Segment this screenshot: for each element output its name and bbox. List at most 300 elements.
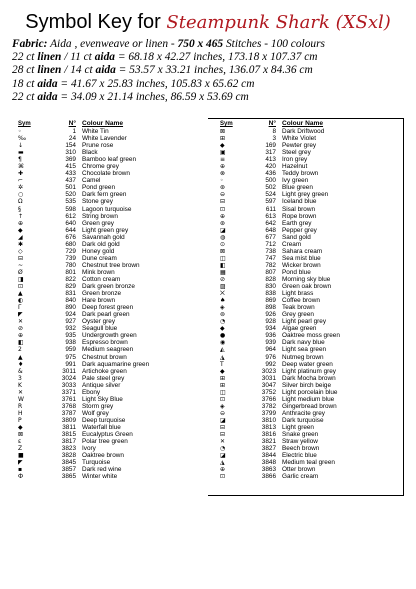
colour-number-cell: 840 xyxy=(65,297,76,305)
symbol-cell: ◮ xyxy=(220,353,225,361)
colour-name-cell: Anthracite grey xyxy=(282,409,325,417)
colour-name-cell: Hazelnut xyxy=(282,163,308,171)
colour-name-cell: Espresso brown xyxy=(82,339,128,347)
colour-name-cell: Dark navy blue xyxy=(282,339,325,347)
colour-number-cell: 935 xyxy=(65,332,76,340)
symbol-cell: ⊞ xyxy=(220,374,226,382)
table-row xyxy=(12,375,212,382)
symbol-cell: T xyxy=(220,360,224,368)
table-row xyxy=(214,403,414,410)
colour-number-cell: 369 xyxy=(65,156,76,164)
table-row xyxy=(214,177,414,184)
colour-number-cell: 3033 xyxy=(61,381,76,389)
table-row xyxy=(12,424,212,431)
symbol-cell: ⌐ xyxy=(18,177,24,185)
colour-name-cell: Medium teal green xyxy=(282,459,335,467)
symbol-cell: ⊕ xyxy=(220,466,226,474)
colour-number-cell: 3866 xyxy=(261,473,276,481)
colour-number-cell: 964 xyxy=(265,346,276,354)
symbol-cell: ◫ xyxy=(220,254,226,262)
symbol-cell: ⊗ xyxy=(220,170,226,178)
symbol-cell: ◪ xyxy=(220,452,226,460)
colour-number-cell: 317 xyxy=(265,149,276,157)
table-row xyxy=(12,156,212,163)
colour-name-cell: Garlic cream xyxy=(282,473,319,481)
colour-name-cell: Eucalyptus Green xyxy=(82,431,133,439)
symbol-cell: P xyxy=(18,416,22,424)
colour-name-cell: Hare brown xyxy=(82,297,116,305)
table-row xyxy=(214,241,414,248)
table-row xyxy=(12,206,212,213)
colour-number-cell: 927 xyxy=(65,318,76,326)
colour-name-cell: Wicker brown xyxy=(282,261,321,269)
colour-name-cell: Straw yellow xyxy=(282,438,318,446)
table-row xyxy=(214,382,414,389)
symbol-cell: ✕ xyxy=(220,438,226,446)
size-fabric: aida xyxy=(37,90,58,103)
colour-number-cell: 520 xyxy=(65,191,76,199)
symbol-cell: ▪ xyxy=(18,466,23,474)
table-row xyxy=(214,149,414,156)
symbol-cell: ✱ xyxy=(18,240,24,248)
size-line-18ct xyxy=(12,78,412,91)
colour-number-cell: 3811 xyxy=(62,423,76,431)
colour-name-cell: Undergrowth green xyxy=(82,332,137,340)
colour-name-cell: Sea mist blue xyxy=(282,254,321,262)
table-row xyxy=(214,163,414,170)
table-row xyxy=(12,396,212,403)
size-dimensions: = 68.18 x 42.27 inches, 173.18 x 107.37 cm xyxy=(114,51,318,64)
symbol-cell: ⊘ xyxy=(18,325,24,333)
symbol-cell: ⊖ xyxy=(220,409,226,417)
colour-number-cell: 738 xyxy=(265,247,276,255)
colour-name-cell: Dark Driftwood xyxy=(282,128,325,135)
page-title xyxy=(0,10,416,35)
colour-name-cell: Light green xyxy=(282,423,314,431)
symbol-cell: ⊛ xyxy=(220,219,226,227)
colour-name-cell: Light brass xyxy=(282,290,314,298)
symbol-cell: ⊖ xyxy=(220,191,226,199)
colour-number-cell: 3371 xyxy=(61,388,76,396)
colour-number-cell: 780 xyxy=(65,261,76,269)
symbol-cell: R xyxy=(18,402,23,410)
symbol-cell: ◦ xyxy=(220,177,224,185)
table-row xyxy=(12,304,212,311)
colour-name-cell: White Violet xyxy=(282,135,316,143)
colour-name-cell: Oaktree brown xyxy=(82,452,124,460)
symbol-cell: 2 xyxy=(18,346,22,354)
colour-name-cell: Dark green bronze xyxy=(82,283,135,291)
colour-number-cell: 782 xyxy=(265,261,276,269)
symbol-table-left xyxy=(12,120,212,480)
colour-number-cell: 3782 xyxy=(261,402,276,410)
symbol-cell: ~ xyxy=(18,261,24,269)
colour-number-cell: 3047 xyxy=(261,381,276,389)
colour-number-cell: 829 xyxy=(65,283,76,291)
colour-name-cell: Light platinum grey xyxy=(282,367,336,375)
colour-name-cell: Chocolate brown xyxy=(82,170,130,178)
symbol-cell: H xyxy=(18,409,23,417)
colour-name-cell: Teak brown xyxy=(282,304,315,312)
table-row xyxy=(214,184,414,191)
colour-number-cell: 890 xyxy=(65,304,76,312)
symbol-cell: ◈ xyxy=(220,402,225,410)
table-row xyxy=(214,459,414,466)
colour-name-cell: Lagoon turquoise xyxy=(82,205,132,213)
colour-number-cell: 934 xyxy=(265,325,276,333)
header-colour-name: Colour Name xyxy=(282,120,324,127)
symbol-cell: ⊟ xyxy=(220,431,226,439)
colour-name-cell: Steel grey xyxy=(282,149,311,157)
colour-number-cell: 992 xyxy=(265,360,276,368)
colour-name-cell: Sand gold xyxy=(282,233,311,241)
table-row xyxy=(214,396,414,403)
colour-number-cell: 975 xyxy=(65,353,76,361)
symbol-cell: ◫ xyxy=(220,388,226,396)
colour-name-cell: Snake green xyxy=(282,431,319,439)
table-row xyxy=(12,213,212,220)
symbol-cell: ◔ xyxy=(220,445,226,453)
colour-name-cell: Dark Mocha brown xyxy=(282,374,336,382)
colour-number-cell: 3768 xyxy=(61,402,76,410)
colour-name-cell: Savannah gold xyxy=(82,233,125,241)
symbol-cell: ◉ xyxy=(220,339,226,347)
colour-number-cell: 3031 xyxy=(261,374,276,382)
header-sym: Sym xyxy=(220,121,233,127)
table-row xyxy=(214,473,414,480)
colour-name-cell: Algae green xyxy=(282,325,317,333)
colour-number-cell: 676 xyxy=(65,233,76,241)
symbol-cell: ⨉ xyxy=(220,290,225,298)
colour-name-cell: Mink brown xyxy=(82,268,115,276)
table-row xyxy=(12,297,212,304)
table-row xyxy=(214,227,414,234)
colour-number-cell: 597 xyxy=(265,198,276,206)
colour-number-cell: 611 xyxy=(265,205,276,213)
colour-number-cell: 3761 xyxy=(61,395,76,403)
table-row xyxy=(12,269,212,276)
colour-name-cell: Chrome grey xyxy=(82,163,119,171)
colour-number-cell: 3844 xyxy=(261,452,276,460)
symbol-cell: ⌘ xyxy=(18,163,24,171)
colour-number-cell: 1 xyxy=(72,128,76,135)
symbol-cell: ◐ xyxy=(18,297,24,305)
table-row xyxy=(12,410,212,417)
colour-number-cell: 830 xyxy=(265,283,276,291)
colour-number-cell: 801 xyxy=(65,268,76,276)
colour-name-cell: Oaktree moss green xyxy=(282,332,340,340)
colour-number-cell: 936 xyxy=(265,332,276,340)
colour-name-cell: Antique silver xyxy=(82,381,121,389)
table-row xyxy=(12,177,212,184)
size-dimensions: = 41.67 x 25.83 inches, 105.83 x 65.62 cm xyxy=(57,77,255,90)
symbol-cell: ◤ xyxy=(18,311,23,319)
symbol-cell: ◆ xyxy=(220,367,225,375)
symbol-cell: ⊡ xyxy=(18,283,24,291)
colour-name-cell: Green oak brown xyxy=(282,283,332,291)
table-row xyxy=(214,297,414,304)
colour-name-cell: Light porcelain blue xyxy=(282,388,338,396)
fabric-line xyxy=(12,38,412,51)
colour-number-cell: 3815 xyxy=(61,431,76,439)
colour-name-cell: Stone grey xyxy=(82,198,113,206)
size-text: / 14 ct xyxy=(61,64,96,77)
symbol-cell: ♠ xyxy=(220,297,226,305)
symbol-cell: ⊙ xyxy=(220,240,226,248)
table-row xyxy=(12,452,212,459)
colour-name-cell: Green grey xyxy=(82,219,114,227)
colour-number-cell: 310 xyxy=(65,149,76,157)
table-row xyxy=(12,417,212,424)
stitch-suffix: Stitches - 100 colours xyxy=(223,38,325,50)
colour-name-cell: Oyster grey xyxy=(82,318,116,326)
table-row xyxy=(214,255,414,262)
table-row xyxy=(12,170,212,177)
table-row xyxy=(214,283,414,290)
colour-name-cell: Pond blue xyxy=(282,268,311,276)
table-row xyxy=(214,424,414,431)
symbol-cell: Ф xyxy=(18,473,24,481)
colour-number-cell: 501 xyxy=(65,184,76,192)
table-row xyxy=(214,368,414,375)
colour-number-cell: 3863 xyxy=(261,466,276,474)
symbol-cell: ◪ xyxy=(220,226,226,234)
colour-name-cell: Light green grey xyxy=(82,226,129,234)
table-row xyxy=(214,445,414,452)
colour-name-cell: Ebony xyxy=(82,388,101,396)
colour-name-cell: White Tin xyxy=(82,128,109,135)
symbol-cell: ◦ xyxy=(18,128,22,135)
colour-name-cell: Dark aquamarine green xyxy=(82,360,150,368)
symbol-cell: ⊞ xyxy=(220,381,226,389)
colour-number-cell: 3821 xyxy=(261,438,276,446)
table-row xyxy=(12,163,212,170)
colour-number-cell: 3865 xyxy=(61,473,76,481)
symbol-cell: ◆ xyxy=(18,423,23,431)
colour-number-cell: 169 xyxy=(265,142,276,150)
symbol-cell: ▦ xyxy=(220,268,226,276)
table-header xyxy=(12,120,212,128)
colour-name-cell: Iron grey xyxy=(282,156,308,164)
symbol-cell: K xyxy=(18,381,22,389)
colour-name-cell: Sisal brown xyxy=(282,205,316,213)
table-row xyxy=(12,466,212,473)
table-row xyxy=(12,445,212,452)
colour-number-cell: 640 xyxy=(65,219,76,227)
table-header xyxy=(214,120,414,128)
symbol-cell: ◆ xyxy=(18,226,23,234)
symbol-cell: ◈ xyxy=(220,304,225,312)
table-row xyxy=(12,368,212,375)
table-row xyxy=(214,135,414,142)
colour-name-cell: Ivy green xyxy=(282,177,309,185)
table-row xyxy=(12,241,212,248)
colour-number-cell: 3857 xyxy=(61,466,76,474)
colour-number-cell: 612 xyxy=(65,212,76,220)
table-row xyxy=(214,234,414,241)
table-row xyxy=(12,184,212,191)
table-row xyxy=(12,220,212,227)
table-row xyxy=(214,346,414,353)
size-text: 22 ct xyxy=(12,90,38,103)
colour-number-cell: 3828 xyxy=(61,452,76,460)
symbol-cell: ⊡ xyxy=(220,205,226,213)
colour-name-cell: Black xyxy=(82,149,98,157)
symbol-cell: ● xyxy=(220,332,226,340)
symbol-cell: ◨ xyxy=(18,275,24,283)
table-row xyxy=(214,248,414,255)
colour-name-cell: Deep forest green xyxy=(82,304,134,312)
size-line-28ct xyxy=(12,64,412,77)
colour-number-cell: 500 xyxy=(265,177,276,185)
colour-number-cell: 838 xyxy=(265,290,276,298)
symbol-cell: ◆ xyxy=(220,142,225,150)
symbol-cell: ◪ xyxy=(220,416,226,424)
colour-name-cell: Cotton cream xyxy=(82,275,121,283)
table-row xyxy=(214,191,414,198)
colour-name-cell: Pepper grey xyxy=(282,226,317,234)
symbol-cell: Z xyxy=(18,445,23,453)
symbol-cell: ✲ xyxy=(18,184,24,192)
symbol-cell: § xyxy=(18,205,21,213)
symbol-cell: ε xyxy=(18,438,22,446)
table-row xyxy=(12,403,212,410)
symbol-cell: ▨ xyxy=(220,283,226,291)
table-row xyxy=(12,473,212,480)
symbol-cell: ◤ xyxy=(18,459,23,467)
colour-number-cell: 822 xyxy=(65,275,76,283)
colour-number-cell: 959 xyxy=(65,346,76,354)
colour-name-cell: Artichoke green xyxy=(82,367,127,375)
symbol-cell: ◍ xyxy=(220,233,226,241)
colour-number-cell: 3848 xyxy=(261,459,276,467)
symbol-cell: 3 xyxy=(18,374,22,382)
colour-number-cell: 932 xyxy=(65,325,76,333)
table-row xyxy=(214,262,414,269)
size-text: 18 ct xyxy=(12,77,38,90)
colour-number-cell: 928 xyxy=(265,318,276,326)
table-row xyxy=(12,234,212,241)
table-row xyxy=(12,276,212,283)
colour-name-cell: Dark turquoise xyxy=(282,416,324,424)
colour-number-cell: 747 xyxy=(265,254,276,262)
table-row xyxy=(12,311,212,318)
table-row xyxy=(12,332,212,339)
symbol-cell: ⊠ xyxy=(220,128,226,135)
colour-number-cell: 3024 xyxy=(61,374,76,382)
size-fabric: linen xyxy=(37,51,62,64)
colour-name-cell: Winter white xyxy=(82,473,118,481)
colour-name-cell: Wolf grey xyxy=(82,409,109,417)
table-row xyxy=(214,325,414,332)
colour-name-cell: Dark pearl green xyxy=(82,311,130,319)
symbol-cell: ⊟ xyxy=(220,423,226,431)
table-row xyxy=(214,311,414,318)
table-row xyxy=(12,227,212,234)
symbol-cell: ◧ xyxy=(220,261,226,269)
colour-name-cell: Light Sky Blue xyxy=(82,395,123,403)
colour-number-cell: 739 xyxy=(65,254,76,262)
table-row xyxy=(12,325,212,332)
symbol-cell: ‰ xyxy=(18,135,27,143)
colour-number-cell: 3816 xyxy=(261,431,276,439)
table-row xyxy=(214,361,414,368)
colour-number-cell: 976 xyxy=(265,353,276,361)
colour-name-cell: Light sea green xyxy=(282,346,327,354)
symbol-cell: ↑ xyxy=(18,212,24,220)
stitch-count: 750 x 465 xyxy=(177,38,224,50)
symbol-cell: ▣ xyxy=(220,149,226,157)
symbol-cell: ⊕ xyxy=(220,163,226,171)
symbol-cell: ⊕ xyxy=(18,332,24,340)
table-row xyxy=(12,459,212,466)
size-fabric: aida xyxy=(94,51,115,64)
colour-number-cell: 3810 xyxy=(261,416,276,424)
symbol-cell: ⊕ xyxy=(220,212,226,220)
table-row xyxy=(214,142,414,149)
symbol-cell: ⊠ xyxy=(18,431,24,439)
colour-name-cell: Dark red wine xyxy=(82,466,122,474)
table-row xyxy=(12,149,212,156)
size-text: 28 ct xyxy=(12,64,38,77)
colour-name-cell: Light pearl grey xyxy=(282,318,327,326)
colour-name-cell: Morning sky blue xyxy=(282,275,331,283)
colour-name-cell: Grey green xyxy=(282,311,314,319)
colour-number-cell: 680 xyxy=(65,240,76,248)
symbol-cell: ◧ xyxy=(18,339,24,347)
symbol-cell: ◆ xyxy=(220,325,225,333)
table-row xyxy=(12,290,212,297)
table-row xyxy=(214,466,414,473)
colour-name-cell: Electric blue xyxy=(282,452,317,460)
table-row xyxy=(12,318,212,325)
symbol-cell: ⊚ xyxy=(220,311,226,319)
table-row xyxy=(214,213,414,220)
colour-name-cell: Gingerbread brown xyxy=(282,402,337,410)
colour-name-cell: Dune cream xyxy=(82,254,117,262)
colour-name-cell: Medium seagreen xyxy=(82,346,134,354)
colour-name-cell: Pewter grey xyxy=(282,142,317,150)
colour-number-cell: 154 xyxy=(65,142,76,150)
colour-name-cell: Beech brown xyxy=(282,445,320,453)
symbol-cell: ⊡ xyxy=(220,395,226,403)
colour-number-cell: 926 xyxy=(265,311,276,319)
colour-number-cell: 3752 xyxy=(261,388,276,396)
colour-name-cell: Iceland blue xyxy=(282,198,317,206)
symbol-cell: ⊛ xyxy=(220,184,226,192)
symbol-cell: ↓ xyxy=(18,142,24,150)
symbol-cell: ▲ xyxy=(18,290,23,298)
table-row xyxy=(12,389,212,396)
colour-number-cell: 939 xyxy=(265,339,276,347)
symbol-cell: ■ xyxy=(18,452,24,460)
symbol-cell: ⊟ xyxy=(18,254,24,262)
symbol-cell: Γ xyxy=(18,304,22,312)
table-row xyxy=(12,346,212,353)
colour-name-cell: Cream xyxy=(282,240,302,248)
colour-number-cell: 3813 xyxy=(261,423,276,431)
colour-name-cell: Pale steel grey xyxy=(82,374,125,382)
colour-number-cell: 413 xyxy=(265,156,276,164)
table-row xyxy=(214,410,414,417)
colour-number-cell: 898 xyxy=(265,304,276,312)
colour-number-cell: 420 xyxy=(265,163,276,171)
fabric-label: Fabric: xyxy=(12,38,48,50)
table-row xyxy=(214,128,414,135)
colour-name-cell: Prune rose xyxy=(82,142,114,150)
colour-name-cell: Teddy brown xyxy=(282,170,319,178)
colour-number-cell: 938 xyxy=(65,339,76,347)
